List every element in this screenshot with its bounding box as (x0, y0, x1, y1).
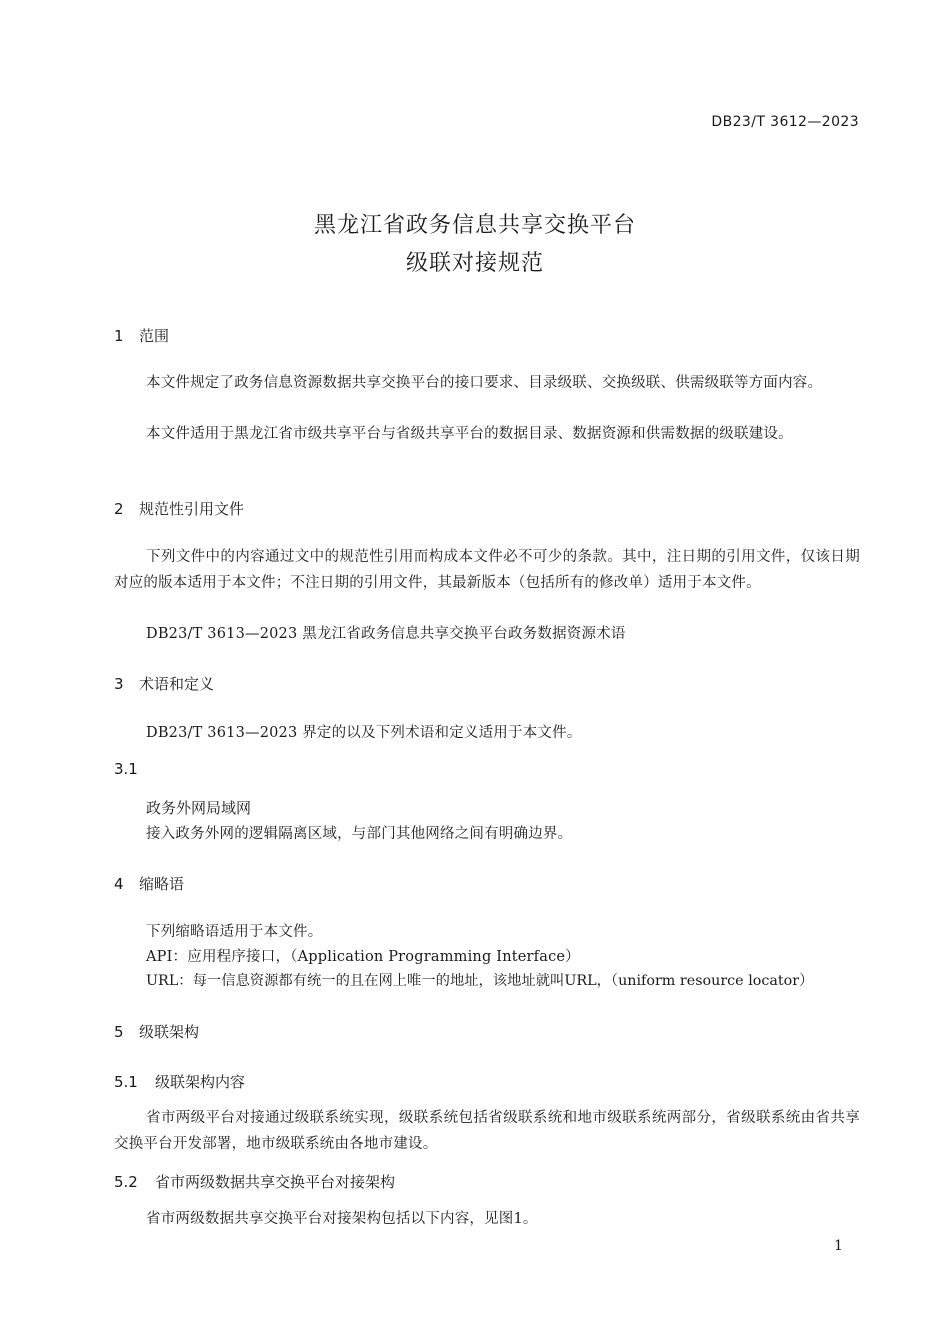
normative-reference: DB23/T 3613—2023 黑龙江省政务信息共享交换平台政务数据资源术语 (146, 626, 626, 642)
document-title-line2: 级联对接规范 (405, 251, 544, 276)
term-number: 3.1 (114, 760, 138, 778)
section-5-1-heading (114, 1071, 245, 1092)
abbreviation-api: API：应用程序接口，（Application Programming Interface） (146, 949, 580, 965)
section-number: 5.2 (114, 1173, 138, 1191)
section-1-heading (114, 325, 169, 346)
section-2-heading (114, 498, 244, 519)
section-title: 级联架构 (139, 1023, 200, 1041)
section-title: 级联架构内容 (155, 1073, 246, 1091)
section-number: 1 (114, 327, 124, 345)
document-code: DB23/T 3612—2023 (711, 114, 859, 130)
section-title: 省市两级数据共享交换平台对接架构 (155, 1173, 396, 1191)
section-number: 3 (114, 675, 124, 693)
section-5-2-heading (114, 1171, 395, 1192)
abbreviation-url: URL：每一信息资源都有统一的且在网上唯一的地址，该地址就叫URL，（uniform resource locator） (146, 973, 814, 989)
term-definition: 接入政务外网的逻辑隔离区域，与部门其他网络之间有明确边界。 (146, 826, 573, 842)
term-title: 政务外网局域网 (146, 799, 252, 817)
section-number: 5 (114, 1023, 124, 1041)
section-5-1-paragraph: 省市两级平台对接通过级联系统实现，级联系统包括省级联系统和地市级联系统两部分，省级联系统由省共享交换平台开发部署，地市级联系统由各地市建设。 (114, 1110, 860, 1152)
section-5-heading (114, 1021, 199, 1042)
section-title: 范围 (139, 327, 170, 345)
section-2-paragraph: 下列文件中的内容通过文中的规范性引用而构成本文件必不可少的条款。其中，注日期的引用文件，仅该日期对应的版本适用于本文件；不注日期的引用文件，其最新版本（包括所有的修改单）适用于本文件。 (114, 549, 860, 591)
section-4-paragraph: 下列缩略语适用于本文件。 (146, 924, 323, 940)
section-3-paragraph: DB23/T 3613—2023 界定的以及下列术语和定义适用于本文件。 (146, 725, 582, 741)
page-number: 1 (834, 1238, 843, 1254)
section-3-heading (114, 673, 214, 694)
section-1-paragraph-2: 本文件适用于黑龙江省市级共享平台与省级共享平台的数据目录、数据资源和供需数据的级联建设。 (146, 426, 793, 442)
document-title-line1: 黑龙江省政务信息共享交换平台 (313, 213, 636, 238)
section-number: 4 (114, 875, 124, 893)
section-4-heading (114, 873, 184, 894)
section-title: 缩略语 (139, 875, 185, 893)
section-title: 规范性引用文件 (139, 500, 245, 518)
section-title: 术语和定义 (139, 675, 215, 693)
section-1-paragraph-1: 本文件规定了政务信息资源数据共享交换平台的接口要求、目录级联、交换级联、供需级联等方面内容。 (146, 375, 823, 391)
section-number: 5.1 (114, 1073, 138, 1091)
section-number: 2 (114, 500, 124, 518)
section-5-2-paragraph: 省市两级数据共享交换平台对接架构包括以下内容，见图1。 (146, 1211, 538, 1227)
